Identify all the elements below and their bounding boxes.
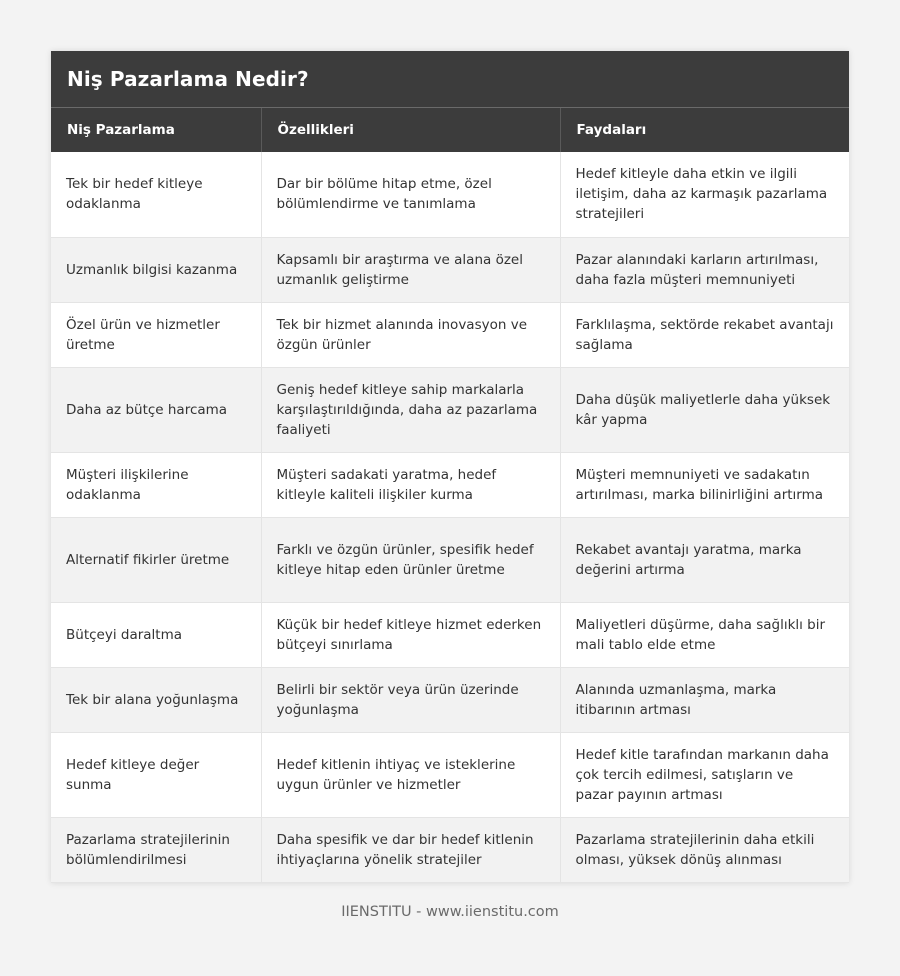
table-cell: Uzmanlık bilgisi kazanma [51, 237, 261, 302]
table-row [51, 367, 849, 452]
table-cell: Özel ürün ve hizmetler üretme [51, 302, 261, 367]
table-row [51, 602, 849, 667]
table-cell: Hedef kitleye değer sunma [51, 732, 261, 817]
table-cell: Hedef kitlenin ihtiyaç ve isteklerine uygun ürünler ve hizmetler [261, 732, 560, 817]
table-cell: Hedef kitleyle daha etkin ve ilgili iletişim, daha az karmaşık pazarlama stratejileri [560, 152, 849, 237]
table-cell: Geniş hedef kitleye sahip markalarla karşılaştırıldığında, daha az pazarlama faaliyeti [261, 367, 560, 452]
table-row [51, 667, 849, 732]
table-cell: Müşteri memnuniyeti ve sadakatın artırılması, marka bilinirliğini artırma [560, 452, 849, 517]
table-cell: Daha düşük maliyetlerle daha yüksek kâr yapma [560, 367, 849, 452]
table-row [51, 517, 849, 602]
table-cell: Farklılaşma, sektörde rekabet avantajı sağlama [560, 302, 849, 367]
table-cell: Pazarlama stratejilerinin bölümlendirilmesi [51, 817, 261, 882]
table-cell: Pazarlama stratejilerinin daha etkili olması, yüksek dönüş alınması [560, 817, 849, 882]
footer-credit: IIENSTITU - www.iienstitu.com [341, 904, 559, 920]
table-row [51, 237, 849, 302]
table-cell: Müşteri ilişkilerine odaklanma [51, 452, 261, 517]
table-cell: Tek bir alana yoğunlaşma [51, 667, 261, 732]
table-cell: Bütçeyi daraltma [51, 602, 261, 667]
table-cell: Pazar alanındaki karların artırılması, daha fazla müşteri memnuniyeti [560, 237, 849, 302]
table-cell: Maliyetleri düşürme, daha sağlıklı bir mali tablo elde etme [560, 602, 849, 667]
header-row [51, 108, 849, 152]
table-header [51, 108, 849, 152]
column-header-nis-pazarlama: Niş Pazarlama [51, 108, 261, 152]
table-cell: Hedef kitle tarafından markanın daha çok tercih edilmesi, satışların ve pazar payının artması [560, 732, 849, 817]
table-row [51, 452, 849, 517]
title-bar [51, 51, 849, 108]
table-cell: Tek bir hedef kitleye odaklanma [51, 152, 261, 237]
column-header-faydalari: Faydaları [560, 108, 849, 152]
table-row [51, 152, 849, 237]
column-header-ozellikleri: Özellikleri [261, 108, 560, 152]
table-cell: Dar bir bölüme hitap etme, özel bölümlendirme ve tanımlama [261, 152, 560, 237]
table-cell: Küçük bir hedef kitleye hizmet ederken bütçeyi sınırlama [261, 602, 560, 667]
page-title: Niş Pazarlama Nedir? [67, 67, 309, 91]
table-cell: Tek bir hizmet alanında inovasyon ve özgün ürünler [261, 302, 560, 367]
table-cell: Farklı ve özgün ürünler, spesifik hedef kitleye hitap eden ürünler üretme [261, 517, 560, 602]
table-cell: Alternatif fikirler üretme [51, 517, 261, 602]
table-cell: Rekabet avantajı yaratma, marka değerini artırma [560, 517, 849, 602]
comparison-table [51, 108, 849, 883]
table-cell: Müşteri sadakati yaratma, hedef kitleyle kaliteli ilişkiler kurma [261, 452, 560, 517]
table-cell: Alanında uzmanlaşma, marka itibarının artması [560, 667, 849, 732]
table-cell: Daha spesifik ve dar bir hedef kitlenin ihtiyaçlarına yönelik stratejiler [261, 817, 560, 882]
table-cell: Daha az bütçe harcama [51, 367, 261, 452]
table-cell: Belirli bir sektör veya ürün üzerinde yoğunlaşma [261, 667, 560, 732]
table-cell: Kapsamlı bir araştırma ve alana özel uzmanlık geliştirme [261, 237, 560, 302]
table-row [51, 732, 849, 817]
table-card [51, 51, 849, 883]
table-row [51, 302, 849, 367]
table-body [51, 152, 849, 882]
table-row [51, 817, 849, 882]
